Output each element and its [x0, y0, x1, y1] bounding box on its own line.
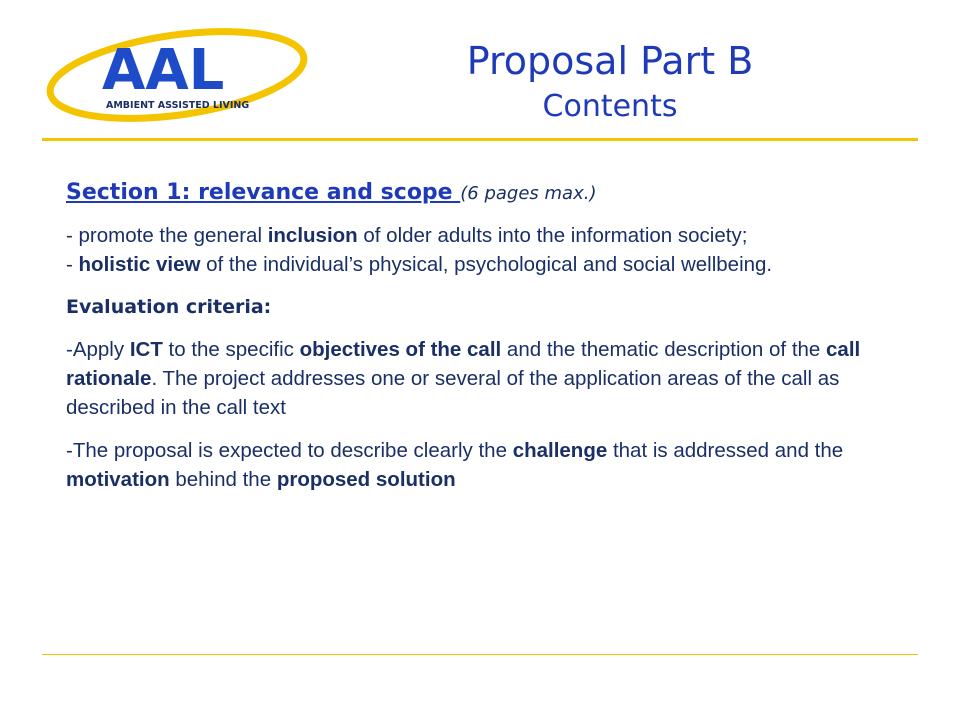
body-text: . The project addresses one or several of the application areas of the call as described in the call text: [66, 367, 840, 419]
evaluation-criterion: [66, 436, 866, 494]
emphasis-text: ICT: [129, 338, 163, 361]
emphasis-text: call rationale: [66, 338, 861, 390]
emphasis-text: holistic view: [78, 253, 201, 276]
evaluation-heading: Evaluation criteria:: [66, 296, 272, 318]
body-text: of the individual’s physical, psychological and social wellbeing.: [200, 253, 773, 276]
body-text: behind the: [169, 468, 277, 491]
section-page-limit: (6 pages max.): [460, 183, 597, 204]
aal-logo: [42, 22, 312, 128]
slide-content: [66, 178, 866, 508]
section-intro: [66, 221, 866, 279]
emphasis-text: inclusion: [267, 224, 358, 247]
body-text: and the thematic description of the: [501, 338, 827, 361]
body-text: to the specific: [162, 338, 300, 361]
emphasis-text: objectives of the call: [299, 338, 502, 361]
footer-divider: [42, 654, 918, 655]
evaluation-criteria-list: [66, 335, 866, 494]
body-text: -: [66, 253, 79, 276]
header-divider: [42, 138, 918, 141]
body-text: of older adults into the information society;: [357, 224, 748, 247]
evaluation-criterion: [66, 335, 866, 422]
emphasis-text: motivation: [66, 468, 170, 491]
title-block: [370, 38, 850, 126]
page-title: Proposal Part B: [466, 39, 754, 83]
section-heading: [66, 178, 866, 209]
emphasis-text: proposed solution: [276, 468, 456, 491]
section-title: Section 1: relevance and scope: [66, 180, 461, 205]
emphasis-text: challenge: [512, 439, 608, 462]
aal-logo-graphic: [42, 22, 312, 128]
logo-sub-text: AMBIENT ASSISTED LIVING: [106, 100, 250, 111]
body-text: that is addressed and the: [607, 439, 844, 462]
body-text: -Apply: [66, 338, 130, 361]
page-subtitle: Contents: [542, 89, 678, 124]
body-text: - promote the general: [66, 224, 268, 247]
body-text: -The proposal is expected to describe clearly the: [66, 439, 513, 462]
logo-main-text: AAL: [102, 38, 225, 103]
